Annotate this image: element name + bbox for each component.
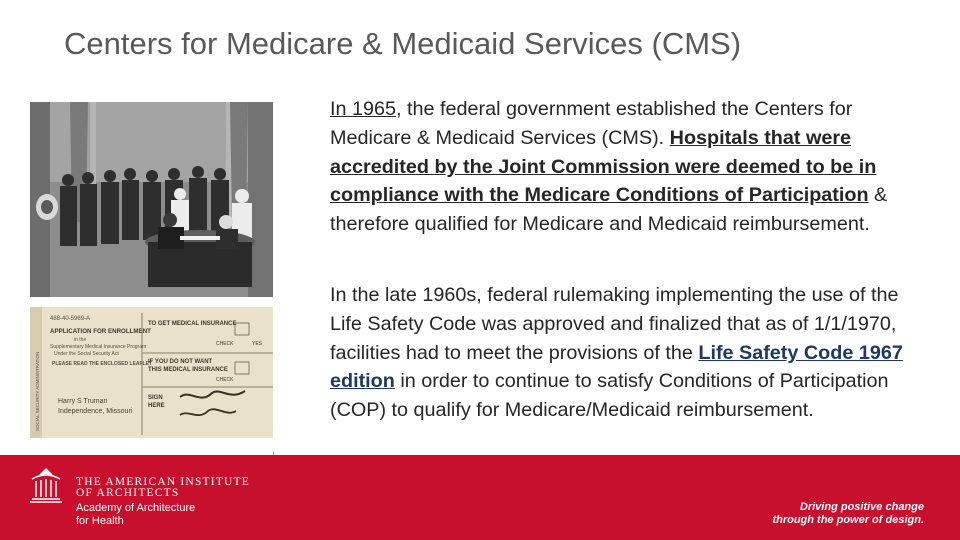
card-leaflet: PLEASE READ THE ENCLOSED LEAFLET: [52, 361, 153, 367]
tagline-line-1: Driving positive change: [799, 501, 924, 513]
paragraph1-text: , the federal government established the Centers for Medicare & Medicaid Services (CMS).: [330, 98, 853, 149]
card-check-1: CHECK: [216, 341, 234, 347]
card-address: Independence, Missouri: [58, 408, 133, 415]
aia-eagle-logo-icon: [28, 465, 64, 505]
card-get-insurance: TO GET MEDICAL INSURANCE: [148, 321, 237, 327]
accreditation-statement: Hospitals that were accredited by the Joint Commission were deemed to be in compliance with the Medicare Conditions of Participation: [330, 126, 877, 207]
card-name: Harry S Truman: [58, 398, 108, 405]
card-sub1: in the: [74, 337, 87, 343]
paragraph-life-safety-code: [330, 281, 930, 425]
enrollment-card-illustration: [30, 307, 273, 438]
card-yes: YES: [252, 341, 263, 347]
org-sub-2: for Health: [76, 515, 124, 527]
org-line-2: OF ARCHITECTS: [76, 487, 180, 499]
card-sign: SIGN: [148, 395, 163, 401]
card-sub2: Supplementary Medical Insurance Program: [50, 344, 147, 350]
org-line-1: THE AMERICAN INSTITUTE: [76, 476, 250, 488]
paragraph2-tail: in order to continue to satisfy Conditions of Participation (COP) to qualify for Medicare/Medicaid reimbursement.: [330, 370, 889, 422]
card-not-want-2: THIS MEDICAL INSURANCE: [148, 367, 228, 373]
org-sub-1: Academy of Architecture: [76, 502, 196, 514]
card-not-want-1: IF YOU DO NOT WANT: [148, 359, 213, 365]
paragraph2-text: In the late 1960s, federal rulemaking implementing the use of the Life Safety Code was approved and finalized that as of 1/1/1970, facilities had to meet the provisions of the: [330, 284, 899, 364]
paragraph1-tail: & therefore qualified for Medicare and Medicaid reimbursement.: [330, 184, 888, 236]
signing-ceremony-illustration: [30, 102, 273, 297]
footer-tagline: [772, 501, 924, 527]
paragraph-cms-history: [330, 95, 930, 239]
card-number: 488-40-5969-A: [50, 316, 91, 322]
card-here: HERE: [148, 403, 165, 409]
card-check-2: CHECK: [216, 377, 234, 383]
card-side-text: SOCIAL SECURITY ADMINISTRATION: [35, 351, 40, 431]
life-safety-code-link[interactable]: Life Safety Code 1967 edition: [330, 341, 903, 393]
card-heading: APPLICATION FOR ENROLLMENT: [50, 328, 151, 335]
signing-ceremony-photo: [30, 102, 273, 297]
medicare-enrollment-card: [30, 307, 273, 438]
card-sub3: Under the Social Security Act: [54, 351, 119, 357]
slide-title: Centers for Medicare & Medicaid Services (CMS): [64, 26, 742, 61]
year-1965: In 1965: [330, 98, 396, 120]
tagline-line-2: through the power of design.: [772, 514, 924, 526]
aia-organization-name: [76, 477, 250, 528]
